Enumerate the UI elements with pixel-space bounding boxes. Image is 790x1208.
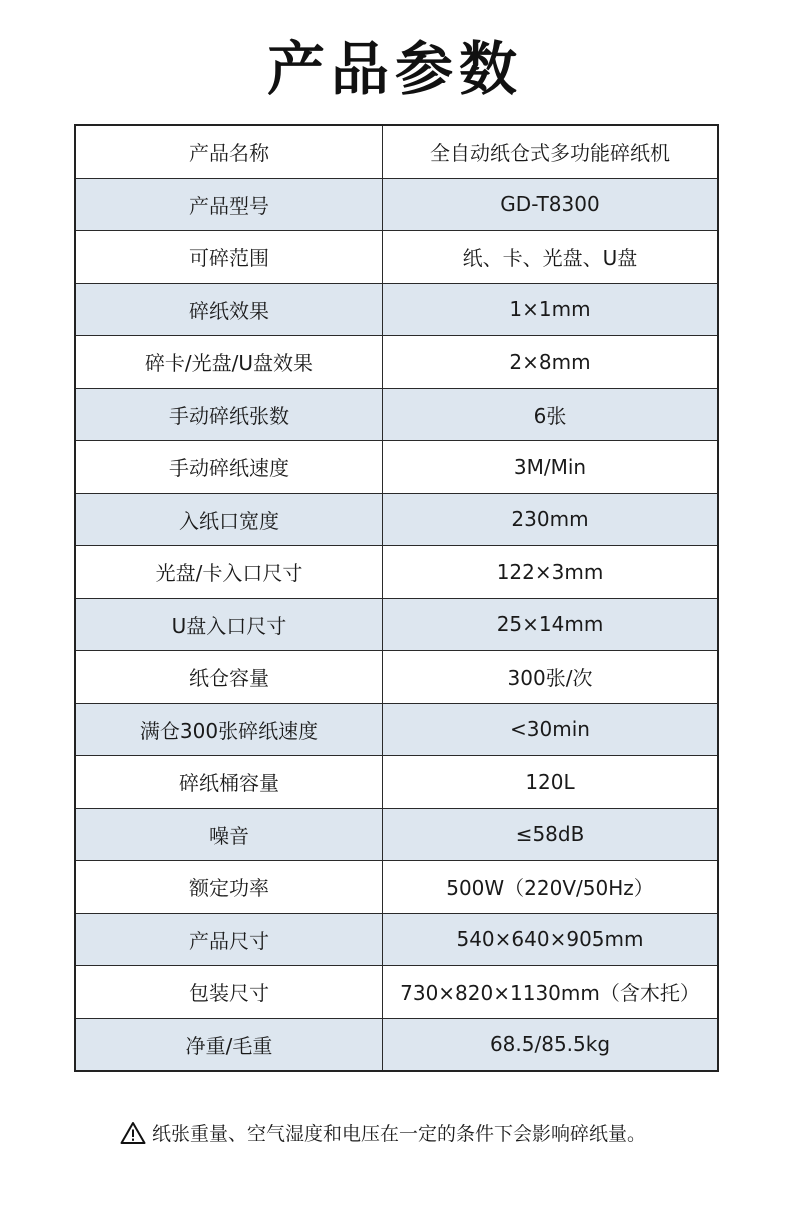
table-row — [75, 336, 718, 389]
table-row — [75, 913, 718, 966]
row-value: 230mm — [383, 493, 719, 546]
row-value: 3M/Min — [383, 441, 719, 494]
row-value: 2×8mm — [383, 336, 719, 389]
table-row — [75, 546, 718, 599]
row-label: 满仓300张碎纸速度 — [75, 703, 383, 756]
table-row — [75, 808, 718, 861]
row-label: 手动碎纸速度 — [75, 441, 383, 494]
table-row — [75, 651, 718, 704]
row-label: 净重/毛重 — [75, 1018, 383, 1071]
row-label: 额定功率 — [75, 861, 383, 914]
row-label: 入纸口宽度 — [75, 493, 383, 546]
row-value: 730×820×1130mm（含木托） — [383, 966, 719, 1019]
footnote-text: 纸张重量、空气湿度和电压在一定的条件下会影响碎纸量。 — [152, 1123, 647, 1145]
row-value: 1×1mm — [383, 283, 719, 336]
row-label: 光盘/卡入口尺寸 — [75, 546, 383, 599]
row-label: 纸仓容量 — [75, 651, 383, 704]
table-row — [75, 125, 718, 178]
row-label: 产品名称 — [75, 125, 383, 178]
row-label: 碎纸效果 — [75, 283, 383, 336]
table-row — [75, 441, 718, 494]
row-value: 全自动纸仓式多功能碎纸机 — [383, 125, 719, 178]
table-row — [75, 756, 718, 809]
warning-icon — [120, 1121, 146, 1145]
table-row — [75, 388, 718, 441]
table-row — [75, 283, 718, 336]
table-row — [75, 703, 718, 756]
row-value: 120L — [383, 756, 719, 809]
row-label: 产品型号 — [75, 178, 383, 231]
row-value: 500W（220V/50Hz） — [383, 861, 719, 914]
row-label: 产品尺寸 — [75, 913, 383, 966]
row-value: 540×640×905mm — [383, 913, 719, 966]
table-row — [75, 1018, 718, 1071]
table-row — [75, 178, 718, 231]
row-label: 碎纸桶容量 — [75, 756, 383, 809]
row-value: 122×3mm — [383, 546, 719, 599]
row-value: 6张 — [383, 388, 719, 441]
spec-table — [74, 124, 719, 1072]
row-value: ≤58dB — [383, 808, 719, 861]
row-label: 碎卡/光盘/U盘效果 — [75, 336, 383, 389]
row-label: 手动碎纸张数 — [75, 388, 383, 441]
table-row — [75, 861, 718, 914]
row-value: 25×14mm — [383, 598, 719, 651]
row-label: 包装尺寸 — [75, 966, 383, 1019]
row-label: 噪音 — [75, 808, 383, 861]
table-row — [75, 966, 718, 1019]
page-title: 产品参数 — [266, 35, 523, 103]
table-row — [75, 493, 718, 546]
table-row — [75, 598, 718, 651]
row-value: 300张/次 — [383, 651, 719, 704]
row-label: U盘入口尺寸 — [75, 598, 383, 651]
footnote — [120, 1119, 720, 1146]
row-value: 68.5/85.5kg — [383, 1018, 719, 1071]
row-value: GD-T8300 — [383, 178, 719, 231]
table-row — [75, 231, 718, 284]
row-value: 纸、卡、光盘、U盘 — [383, 231, 719, 284]
row-label: 可碎范围 — [75, 231, 383, 284]
row-value: <30min — [383, 703, 719, 756]
